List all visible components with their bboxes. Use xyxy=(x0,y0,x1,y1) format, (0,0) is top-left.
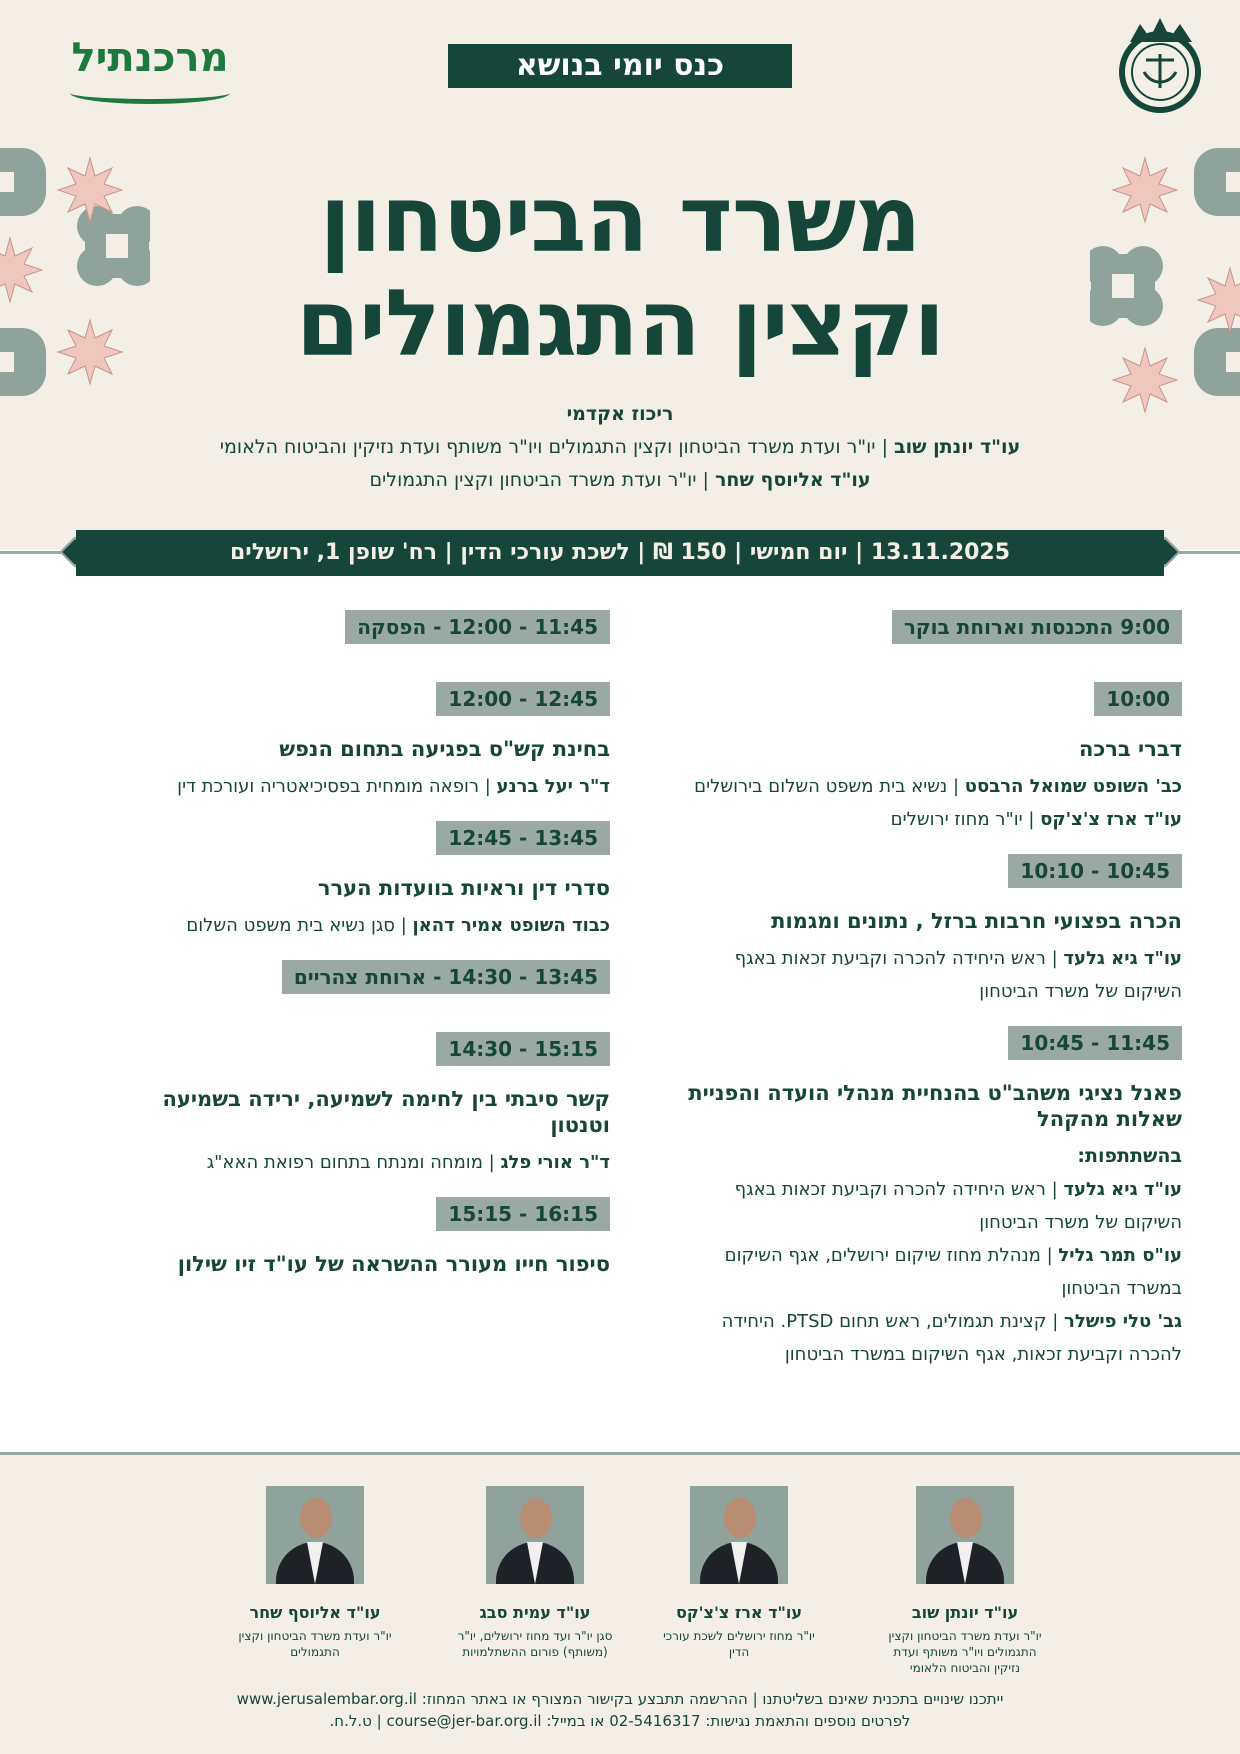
slot-speaker: ד"ר אורי פלג | מומחה ומנתח בתחום רפואת האא"ג xyxy=(206,1152,610,1173)
slot-speaker: כבוד השופט אמיר דהאן | סגן נשיא בית משפט השלום xyxy=(186,915,610,936)
speaker-photo xyxy=(266,1486,364,1584)
slot-time: 10:00 xyxy=(1094,682,1182,716)
slot-title: דברי ברכה xyxy=(1078,737,1182,761)
speaker-name: עו"ד גיא גלעד xyxy=(1063,1179,1182,1200)
footer-line-2[interactable]: לפרטים נוספים והתאמת נגישות: 02-5416317 או במייל: course@jer-bar.org.il | ט.ל.ח. xyxy=(329,1712,911,1730)
academic-heading: ריכוז אקדמי xyxy=(566,403,674,425)
slot-speaker: גב' טלי פישלר | קצינת תגמולים, ראש תחום PTSD. היחידה להכרה וקביעת זכאות, אגף השיקום במשרד הביטחון xyxy=(721,1311,1182,1365)
speaker-card-role: יו"ר ועדת משרד הביטחון וקצין התגמולים xyxy=(238,1629,392,1659)
speaker-name: עו"ס תמר גליל xyxy=(1058,1245,1182,1266)
speaker-role: נשיא בית משפט השלום בירושלים xyxy=(694,776,948,797)
speaker-card-role: יו"ר מחוז ירושלים לשכת עורכי הדין xyxy=(663,1629,815,1659)
slot-time: 13:45 - 14:30 - ארוחת צהריים xyxy=(282,960,610,994)
main-title-line2: וקצין התגמולים xyxy=(295,270,945,377)
schedule-slot xyxy=(672,854,1182,1008)
speaker-card-role: יו"ר ועדת משרד הביטחון וקצין התגמולים ויו"ר משותף ועדת נזיקין והביטוח הלאומי xyxy=(888,1629,1042,1675)
footer-note xyxy=(120,1688,1120,1732)
speakers-row xyxy=(190,1486,1050,1686)
speaker-card xyxy=(880,1486,1050,1676)
slot-title: פאנל נציגי משהב"ט בהנחיית מנהלי הועדה והפניית שאלות מהקהל xyxy=(688,1081,1182,1131)
speaker-role: ראש היחידה להכרה וקביעת זכאות באגף השיקום של משרד הביטחון xyxy=(734,948,1182,1002)
slot-speaker: עו"ד ארז צ'צ'קס | יו"ר מחוז ירושלים xyxy=(890,809,1182,830)
speaker-name: כב' השופט שמואל הרבסט xyxy=(964,776,1182,797)
topic-tag: כנס יומי בנושא xyxy=(448,44,792,88)
slot-speaker: עו"ס תמר גליל | מנהלת מחוז שיקום ירושלים, אגף השיקום במשרד הביטחון xyxy=(724,1245,1182,1299)
main-title xyxy=(160,168,1080,376)
merkantil-logo-swoosh xyxy=(70,82,230,104)
speaker-name: עו"ד גיא גלעד xyxy=(1063,948,1182,969)
academic-person-1: עו"ד יונתן שוב | יו"ר ועדת משרד הביטחון וקצין התגמולים ויו"ר משותף ועדת נזיקין והביטוח הלאומי xyxy=(219,436,1021,458)
schedule-left-column xyxy=(96,610,610,1295)
main-title-line1: משרד הביטחון xyxy=(319,166,921,273)
slot-time: 16:15 - 15:15 xyxy=(436,1197,610,1231)
speaker-card xyxy=(230,1486,400,1660)
speaker-name: ד"ר אורי פלג xyxy=(500,1152,610,1173)
speaker-role: רופאה מומחית בפסיכיאטריה ועורכת דין xyxy=(177,776,480,797)
slot-speaker: ד"ר יעל ברנע | רופאה מומחית בפסיכיאטריה ועורכת דין xyxy=(177,776,610,797)
schedule-slot xyxy=(672,1026,1182,1371)
academic-person-2-role: יו"ר ועדת משרד הביטחון וקצין התגמולים xyxy=(369,469,697,491)
slot-speaker: עו"ד גיא גלעד | ראש היחידה להכרה וקביעת זכאות באגף השיקום של משרד הביטחון xyxy=(734,1179,1182,1233)
speaker-card xyxy=(450,1486,620,1660)
speaker-role: סגן נשיא בית משפט השלום xyxy=(186,915,395,936)
speaker-role: ראש היחידה להכרה וקביעת זכאות באגף השיקום של משרד הביטחון xyxy=(734,1179,1182,1233)
slot-time: 11:45 - 10:45 xyxy=(1008,1026,1182,1060)
schedule-slot xyxy=(672,610,1182,664)
academic-person-2-name: עו"ד אליוסף שחר xyxy=(714,469,871,491)
schedule-slot xyxy=(96,1197,610,1277)
slot-speaker: כב' השופט שמואל הרבסט | נשיא בית משפט השלום בירושלים xyxy=(694,776,1182,797)
slot-title: סיפור חייו מעורר ההשראה של עו"ד זיו שילון xyxy=(177,1252,610,1276)
speaker-role: מנהלת מחוז שיקום ירושלים, אגף השיקום במשרד הביטחון xyxy=(724,1245,1182,1299)
speaker-name: כבוד השופט אמיר דהאן xyxy=(412,915,610,936)
slot-time: 10:45 - 10:10 xyxy=(1008,854,1182,888)
slot-time: 15:15 - 14:30 xyxy=(436,1032,610,1066)
speaker-role: קצינת תגמולים, ראש תחום PTSD. היחידה להכרה וקביעת זכאות, אגף השיקום במשרד הביטחון xyxy=(721,1311,1182,1365)
academic-person-1-role: יו"ר ועדת משרד הביטחון וקצין התגמולים ויו"ר משותף ועדת נזיקין והביטוח הלאומי xyxy=(219,436,876,458)
slot-title: בחינת קש"ס בפגיעה בתחום הנפש xyxy=(279,737,610,761)
speaker-role: מומחה ומנתח בתחום רפואת האא"ג xyxy=(206,1152,483,1173)
speaker-name: עו"ד ארז צ'צ'קס xyxy=(1040,809,1182,830)
schedule-slot xyxy=(672,682,1182,836)
schedule-right-column xyxy=(672,610,1182,1389)
slot-time: 11:45 - 12:00 - הפסקה xyxy=(345,610,610,644)
slot-title: קשר סיבתי בין לחימה לשמיעה, ירידה בשמיעה וטנטון xyxy=(162,1087,610,1137)
speaker-card-name: עו"ד יונתן שוב xyxy=(911,1603,1019,1622)
schedule-slot xyxy=(96,682,610,803)
speaker-name: ד"ר יעל ברנע xyxy=(496,776,610,797)
speaker-photo xyxy=(486,1486,584,1584)
slot-title: הכרה בפצועי חרבות ברזל , נתונים ומגמות xyxy=(771,909,1182,933)
merkantil-logo xyxy=(60,30,240,110)
speaker-card-name: עו"ד אליוסף שחר xyxy=(249,1603,381,1622)
slot-speaker: עו"ד גיא גלעד | ראש היחידה להכרה וקביעת זכאות באגף השיקום של משרד הביטחון xyxy=(734,948,1182,1002)
panel-participants-label: בהשתתפות: xyxy=(1077,1145,1182,1167)
schedule-slot xyxy=(96,821,610,942)
schedule-slot xyxy=(96,610,610,664)
footer-line-1[interactable]: ייתכנו שינויים בתכנית שאינם בשליטתנו | ההרשמה תתבצע בקישור המצורף או באתר המחוז: www.jerusalembar.org.il xyxy=(236,1690,1004,1708)
academic-person-2: עו"ד אליוסף שחר | יו"ר ועדת משרד הביטחון וקצין התגמולים xyxy=(369,469,871,491)
schedule-slot xyxy=(96,1032,610,1179)
speaker-photo xyxy=(690,1486,788,1584)
slot-time: 12:45 - 12:00 xyxy=(436,682,610,716)
speaker-role: יו"ר מחוז ירושלים xyxy=(890,809,1023,830)
speaker-photo xyxy=(916,1486,1014,1584)
speaker-name: גב' טלי פישלר xyxy=(1064,1311,1182,1332)
slot-title: סדרי דין וראיות בוועדות הערר xyxy=(317,876,610,900)
speaker-card xyxy=(654,1486,824,1660)
slot-time: 9:00 התכנסות וארוחת בוקר xyxy=(892,610,1182,644)
merkantil-logo-text: מרכנתיל xyxy=(71,35,229,81)
speaker-card-role: סגן יו"ר ועד מחוז ירושלים, יו"ר (משותף) פורום ההשתלמויות xyxy=(457,1629,613,1659)
bar-association-emblem-icon xyxy=(1110,12,1210,122)
speaker-card-name: עו"ד עמית סבג xyxy=(479,1603,591,1622)
speaker-card-name: עו"ד ארז צ'צ'קס xyxy=(675,1603,803,1622)
schedule-slot xyxy=(96,960,610,1014)
event-info-bar: 13.11.2025 | יום חמישי | 150 ₪ | לשכת עורכי הדין | רח' שופן 1, ירושלים xyxy=(76,530,1164,576)
academic-person-1-name: עו"ד יונתן שוב xyxy=(894,436,1021,458)
slot-time: 13:45 - 12:45 xyxy=(436,821,610,855)
academic-coordination xyxy=(90,398,1150,497)
